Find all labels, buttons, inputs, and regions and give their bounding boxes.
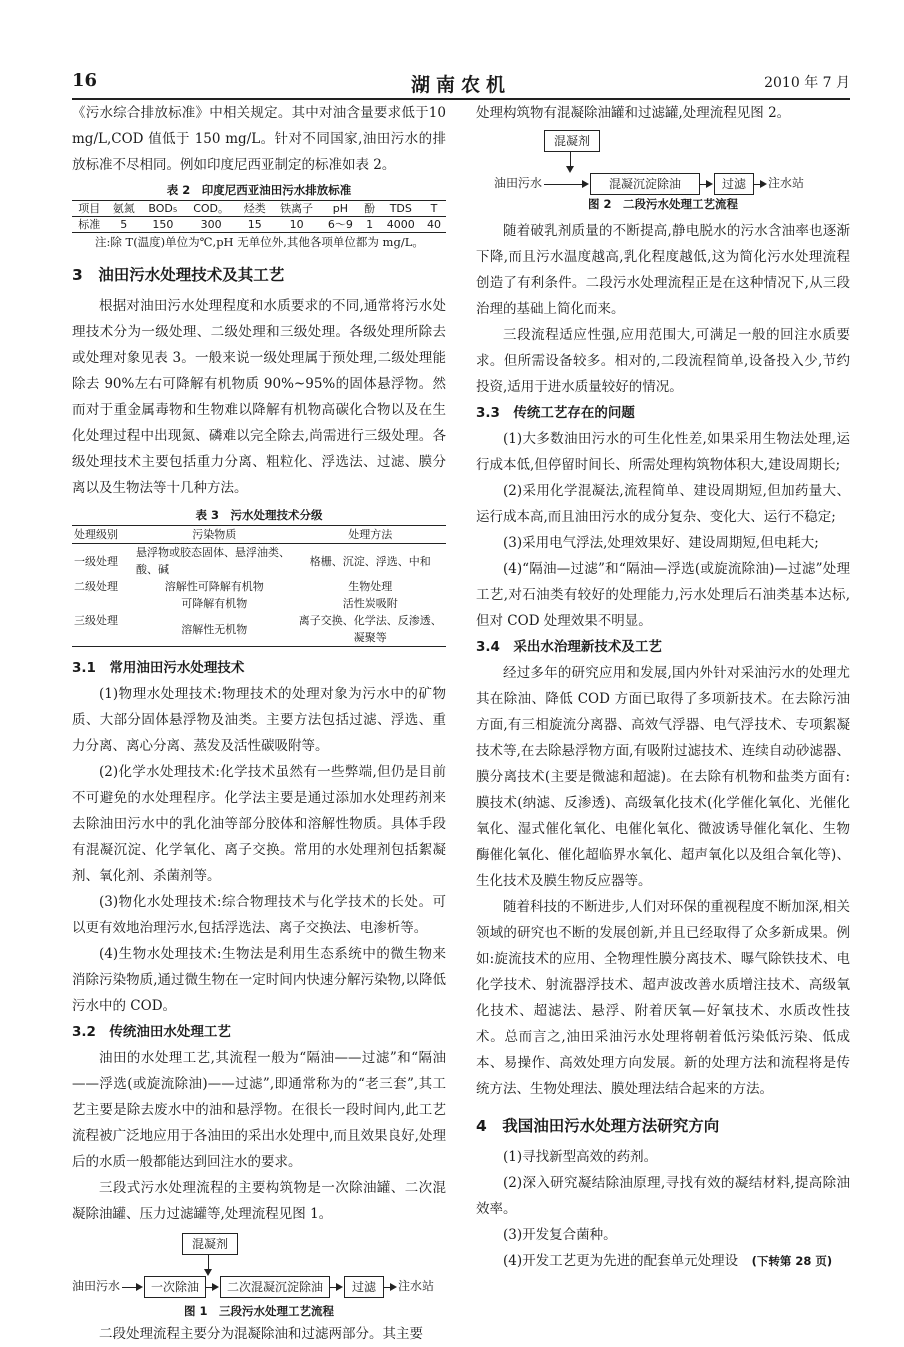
intro-paragraph: 《污水综合排放标准》中相关规定。其中对油含量要求低于10 mg/L,COD 值低于 150 mg/L。针对不同国家,油田污水的排放标准不尽相同。例如印度尼西亚制定的标准如表 2。 bbox=[72, 105, 446, 173]
table3-row bbox=[72, 578, 446, 595]
table2-header: 酚 bbox=[364, 202, 376, 215]
paragraph bbox=[476, 1248, 850, 1274]
paragraph: 随着破乳剂质量的不断提高,静电脱水的污水含油率也逐渐下降,而且污水温度越高,乳化程度越低,这为简化污水处理流程创造了有利条件。二段污水处理流程正是在这种情况下,从三段治理的基础上简化而来。 bbox=[476, 223, 850, 317]
table2-header: COD。 bbox=[193, 202, 230, 215]
table2-cell: 10 bbox=[289, 218, 304, 231]
fig1-arrow-down bbox=[204, 1269, 212, 1276]
paragraph: (3)采用电气浮法,处理效果好、建设周期短,但电耗大; bbox=[503, 535, 819, 551]
paragraph: 随着科技的不断进步,人们对环保的重视程度不断加深,相关领域的研究也不断的发展创新,并且已经取得了众多新成果。例如:旋流技术的应用、全物理性膜分离技术、曝气除铁技术、电化学技术、射流器浮技术、超声波改善水质增注技术、高级氧化技术、超滤法、悬浮、附着厌氧—好氧技术、水质改性技术。总而言之,油田采油污水处理将朝着低污染低污染、低成本、易操作、高效处理方向发展。新的处理方法和流程将是传统方法、生物处理法、膜处理法结合起来的方法。 bbox=[476, 899, 850, 1097]
table3-header: 处理方法 bbox=[348, 528, 393, 541]
table3-level: 三级处理 bbox=[72, 595, 134, 647]
table2-header: T bbox=[430, 202, 438, 215]
table2-header: TDS bbox=[389, 202, 412, 215]
fig1-coagulant-box: 混凝剂 bbox=[182, 1233, 238, 1255]
fig1-step2-box: 二次混凝沉淀除油 bbox=[220, 1276, 330, 1298]
fig1-arrow-right bbox=[136, 1283, 143, 1291]
table3-method: 生物处理 bbox=[348, 580, 393, 593]
paragraph: 三段流程适应性强,应用范围大,可满足一般的回注水质要求。但所需设备较多。相对的,二段流程简单,设备投入少,节约投资,适用于进水质量较好的情况。 bbox=[476, 327, 850, 395]
paragraph: (4)“隔油—过滤”和“隔油—浮选(或旋流除油)—过滤”处理工艺,对石油类有较好的处理能力,污水处理后石油类基本达标,但对 COD 处理效果不明显。 bbox=[476, 561, 850, 629]
fig1-step3-box: 过滤 bbox=[344, 1276, 384, 1298]
table2-header: 烃类 bbox=[243, 202, 266, 215]
table3 bbox=[72, 525, 446, 647]
fig1-arrow-right bbox=[390, 1283, 397, 1291]
paragraph: 处理构筑物有混凝除油罐和过滤罐,处理流程见图 2。 bbox=[476, 105, 791, 121]
table3-caption: 表 3 污水处理技术分级 bbox=[195, 508, 323, 522]
fig2-arrow-down bbox=[566, 166, 574, 173]
fig2-arrow-right bbox=[760, 180, 767, 188]
table2-cell: 300 bbox=[200, 218, 222, 231]
table2-row bbox=[72, 217, 446, 233]
table3-substance: 可降解有机物 bbox=[181, 597, 248, 610]
paragraph: (2)深入研究凝结除油原理,寻找有效的凝结材料,提高除油效率。 bbox=[476, 1175, 850, 1217]
subsection-3-1-title: 3.1 常用油田污水处理技术 bbox=[72, 660, 245, 676]
table2-cell: 150 bbox=[152, 218, 174, 231]
table2-cell: 6～9 bbox=[327, 218, 353, 231]
paragraph: (2)采用化学混凝法,流程简单、建设周期短,但加药量大、运行成本高,而且油田污水的成分复杂、变化大、运行不稳定; bbox=[476, 483, 850, 525]
table2-cell: 标准 bbox=[78, 218, 101, 231]
fig2-output-label: 注水站 bbox=[768, 176, 805, 190]
table2-header: BOD₅ bbox=[148, 202, 178, 215]
table3-row bbox=[72, 595, 446, 612]
paragraph: (3)开发复合菌种。 bbox=[503, 1227, 617, 1243]
section3-paragraph: 根据对油田污水处理程度和水质要求的不同,通常将污水处理技术分为一级处理、二级处理和三级处理。各级处理所除去或处理对象见表 3。一般来说一级处理属于预处理,二级处理能除去 90%左右可降解有机物质 90%~95%的固体悬浮物。然而对于重金属毒物和生物难以降解有机物高碳化合物以及在生化处理过程中出现氮、磷难以完全除去,尚需进行三级处理。各级处理技术主要包括重力分离、粗粒化、浮选法、过滤、膜分离以及生物法等十几种方法。 bbox=[72, 298, 446, 496]
issue-date: 2010 年 7 月 bbox=[764, 75, 850, 91]
table3-level: 二级处理 bbox=[74, 580, 118, 593]
left-column bbox=[72, 100, 446, 1347]
fig1-output-label: 注水站 bbox=[398, 1279, 435, 1293]
paragraph: 二段处理流程主要分为混凝除油和过滤两部分。其主要 bbox=[99, 1326, 423, 1342]
paragraph: 经过多年的研究应用和发展,国内外针对采油污水的处理尤其在除油、降低 COD 方面已取得了多项新技术。在去除污油方面,有三相旋流分离器、高效气浮器、电气浮技术、专项絮凝技术等,在去除悬浮物方面,有吸附过滤技术、连续自动砂滤器、膜分离技术(主要是微滤和超滤)。在去除有机物和盐类方面有:膜技术(纳滤、反渗透)、高级氧化技术(化学催化氧化、光催化氧化、湿式催化氧化、电催化氧化、微波诱导催化氧化、生物酶催化氧化、催化超临界水氧化、超声氧化以及组合氧化等)、生化技术及膜生物反应器等。 bbox=[476, 665, 850, 889]
paragraph: (2)化学水处理技术:化学技术虽然有一些弊端,但仍是目前不可避免的水处理程序。化学法主要是通过添加水处理药剂来去除油田污水中的乳化油等部分胶体和溶解性物质。具体手段有混凝沉淀、化学氧化、离子交换。常用的水处理剂包括絮凝剂、氧化剂、杀菌剂等。 bbox=[72, 764, 446, 884]
table2-cell: 1 bbox=[366, 218, 374, 231]
table3-level: 一级处理 bbox=[74, 554, 118, 568]
subsection-3-4-title: 3.4 采出水治理新技术及工艺 bbox=[476, 639, 662, 655]
table2-header: 氨氮 bbox=[112, 202, 135, 215]
table3-substance: 溶解性无机物 bbox=[181, 622, 248, 636]
fig2-step2-box: 过滤 bbox=[714, 173, 754, 195]
table2-caption: 表 2 印度尼西亚油田污水排放标准 bbox=[166, 183, 352, 197]
page-header bbox=[72, 70, 850, 100]
fig1-arrow-right bbox=[212, 1283, 219, 1291]
paragraph: 油田的水处理工艺,其流程一般为“隔油——过滤”和“隔油——浮选(或旋流除油)——过滤”,即通常称为的“老三套”,其工艺主要是除去废水中的油和悬浮物。在很长一段时间内,此工艺流程被广泛地应用于各油田的采出水处理中,而且效果良好,处理后的水质一般都能达到回注水的要求。 bbox=[72, 1050, 446, 1170]
table2-header: pH bbox=[332, 202, 349, 215]
fig1-arrow-right bbox=[336, 1283, 343, 1291]
table3-header-row bbox=[72, 526, 446, 544]
fig2-input-label: 油田污水 bbox=[494, 176, 543, 190]
page-number: 16 bbox=[72, 70, 98, 91]
subsection-3-3-title: 3.3 传统工艺存在的问题 bbox=[476, 405, 635, 421]
subsection-3-2-title: 3.2 传统油田水处理工艺 bbox=[72, 1024, 231, 1040]
fig2-arrow-right bbox=[582, 180, 589, 188]
figure1-flowchart bbox=[72, 1231, 446, 1297]
table3-substance: 溶解性可降解有机物 bbox=[164, 580, 264, 593]
right-column bbox=[476, 100, 850, 1274]
table2-cell: 15 bbox=[247, 218, 262, 231]
figure2-flowchart bbox=[476, 128, 850, 194]
table3-header: 处理级别 bbox=[74, 528, 118, 541]
figure1-caption: 图 1 三段污水处理工艺流程 bbox=[183, 1304, 334, 1318]
paragraph: (1)大多数油田污水的可生化性差,如果采用生物法处理,运行成本低,但停留时间长、所需处理构筑物体积大,建设周期长; bbox=[476, 431, 850, 473]
journal-title: 湖南农机 bbox=[410, 74, 511, 96]
table3-row bbox=[72, 544, 446, 579]
paragraph: (3)物化水处理技术:综合物理技术与化学技术的长处。可以更有效地治理污水,包括浮选法、离子交换法、电渗析等。 bbox=[72, 894, 446, 936]
table2-header: 项目 bbox=[78, 202, 101, 215]
table2-cell: 4000 bbox=[386, 218, 415, 231]
table3-method: 活性炭吸附 bbox=[342, 597, 398, 610]
table2-header-row bbox=[72, 201, 446, 217]
table2-note: 注:除 T(温度)单位为℃,pH 无单位外,其他各项单位都为 mg/L。 bbox=[95, 235, 424, 249]
table3-substance: 悬浮物或胶态固体、悬浮油类、酸、碱 bbox=[136, 546, 290, 576]
fig2-connector bbox=[544, 184, 584, 185]
paragraph: (1)寻找新型高效的药剂。 bbox=[503, 1149, 658, 1165]
fig2-step1-box: 混凝沉淀除油 bbox=[590, 173, 700, 195]
table3-header: 污染物质 bbox=[192, 528, 237, 541]
fig2-coagulant-box: 混凝剂 bbox=[544, 130, 600, 152]
paragraph-text: (4)开发工艺更为先进的配套单元处理设 bbox=[503, 1253, 739, 1269]
fig2-arrow-right bbox=[706, 180, 713, 188]
section3-title: 3 油田污水处理技术及其工艺 bbox=[72, 266, 285, 284]
table3-method: 离子交换、化学法、反渗透、凝聚等 bbox=[298, 614, 442, 644]
table2 bbox=[72, 200, 446, 233]
continued-note: (下转第 28 页) bbox=[751, 1254, 833, 1268]
paragraph: (1)物理水处理技术:物理技术的处理对象为污水中的矿物质、大部分固体悬浮物及油类。主要方法包括过滤、浮选、重力分离、离心分离、蒸发及活性碳吸附等。 bbox=[72, 686, 446, 754]
fig1-step1-box: 一次除油 bbox=[144, 1276, 206, 1298]
table2-cell: 5 bbox=[120, 218, 128, 231]
paragraph: 三段式污水处理流程的主要构筑物是一次除油罐、二次混凝除油罐、压力过滤罐等,处理流程见图 1。 bbox=[72, 1180, 446, 1222]
table2-header: 铁离子 bbox=[280, 202, 314, 215]
figure2-caption: 图 2 二段污水处理工艺流程 bbox=[587, 197, 738, 211]
fig1-input-label: 油田污水 bbox=[72, 1279, 121, 1293]
table2-cell: 40 bbox=[427, 218, 442, 231]
table3-method: 格栅、沉淀、浮选、中和 bbox=[309, 554, 431, 568]
section4-title: 4 我国油田污水处理方法研究方向 bbox=[476, 1117, 720, 1135]
paragraph: (4)生物水处理技术:生物法是利用生态系统中的微生物来消除污染物质,通过微生物在一定时间内快速分解污染物,以降低污水中的 COD。 bbox=[72, 946, 446, 1014]
